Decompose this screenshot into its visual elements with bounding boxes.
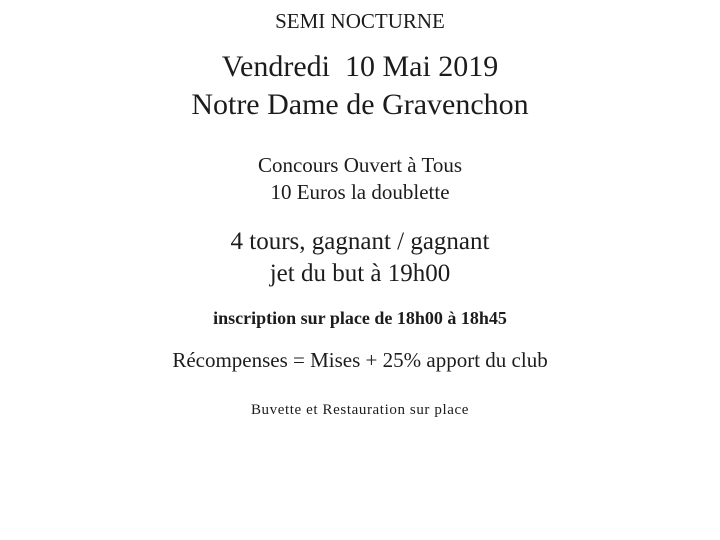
prizes-text: Récompenses = Mises + 25% apport du club — [172, 348, 548, 372]
entry-fee-text: 10 Euros la doublette — [270, 180, 450, 204]
title-block — [0, 48, 720, 124]
event-type-heading: SEMI NOCTURNE — [275, 9, 445, 33]
throw-off-text: jet du but à 19h00 — [269, 260, 451, 287]
format-block — [0, 226, 720, 290]
format-text: 4 tours, gagnant / gagnant — [230, 228, 490, 255]
entry-block — [0, 152, 720, 206]
event-location: Notre Dame de Gravenchon — [191, 88, 529, 121]
refreshments-text: Buvette et Restauration sur place — [250, 402, 470, 418]
open-to-text: Concours Ouvert à Tous — [257, 153, 463, 177]
event-date: Vendredi 10 Mai 2019 — [221, 50, 499, 83]
registration-text: inscription sur place de 18h00 à 18h45 — [213, 308, 507, 328]
